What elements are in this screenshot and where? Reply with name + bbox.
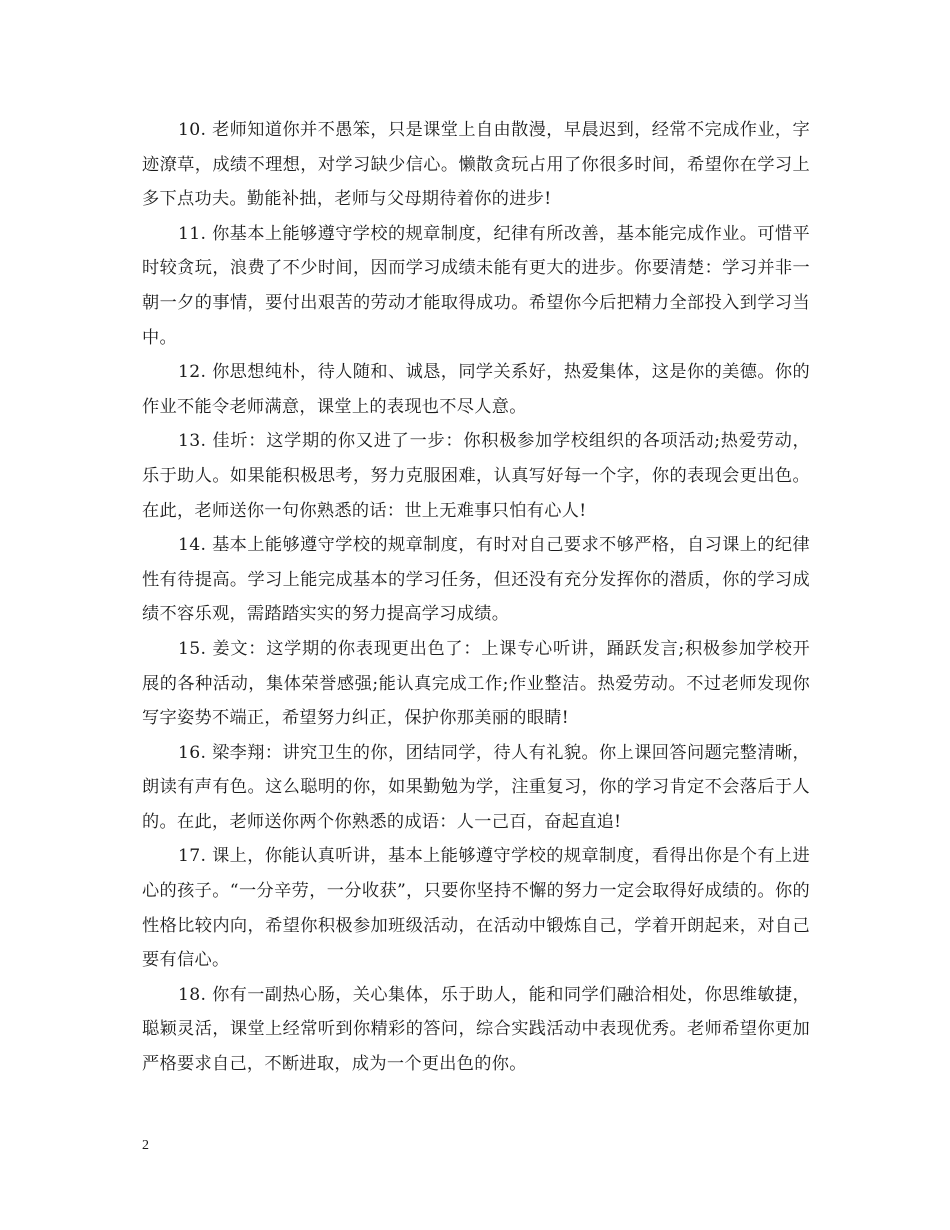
comment-paragraph-13: 13. 佳圻：这学期的你又进了一步：你积极参加学校组织的各项活动;热爱劳动，乐于助人。如果能积极思考，努力克服困难，认真写好每一个字，你的表现会更出色。在此，老师送你一句你熟悉的话：世上无难事只怕有心人! [142, 431, 810, 521]
comment-paragraph-14: 14. 基本上能够遵守学校的规章制度，有时对自己要求不够严格，自习课上的纪律性有待提高。学习上能完成基本的学习任务，但还没有充分发挥你的潜质，你的学习成绩不容乐观，需踏踏实实的努力提高学习成绩。 [142, 535, 810, 625]
comment-paragraph-16: 16. 梁李翔：讲究卫生的你，团结同学，待人有礼貌。你上课回答问题完整清晰，朗读有声有色。这么聪明的你，如果勤勉为学，注重复习，你的学习肯定不会落后于人的。在此，老师送你两个你熟悉的成语：人一己百，奋起直追! [142, 742, 810, 832]
comment-paragraph-11: 11. 你基本上能够遵守学校的规章制度，纪律有所改善，基本能完成作业。可惜平时较贪玩，浪费了不少时间，因而学习成绩未能有更大的进步。你要清楚：学习并非一朝一夕的事情，要付出艰苦的劳动才能取得成功。希望你今后把精力全部投入到学习当中。 [142, 223, 810, 348]
comment-paragraph-18: 18. 你有一副热心肠，关心集体，乐于助人，能和同学们融洽相处，你思维敏捷，聪颖灵活，课堂上经常听到你精彩的答问，综合实践活动中表现优秀。老师希望你更加严格要求自己，不断进取，成为一个更出色的你。 [142, 984, 810, 1075]
page-number: 2 [142, 1138, 149, 1153]
comment-paragraph-10: 10. 老师知道你并不愚笨，只是课堂上自由散漫，早晨迟到，经常不完成作业，字迹潦草，成绩不理想，对学习缺少信心。懒散贪玩占用了你很多时间，希望你在学习上多下点功夫。勤能补拙，老师与父母期待着你的进步! [142, 120, 810, 210]
comment-paragraph-15: 15. 姜文：这学期的你表现更出色了：上课专心听讲，踊跃发言;积极参加学校开展的各种活动，集体荣誉感强;能认真完成工作;作业整洁。热爱劳动。不过老师发现你写字姿势不端正，希望努力纠正，保护你那美丽的眼睛! [142, 638, 810, 729]
comment-paragraph-12: 12. 你思想纯朴，待人随和、诚恳，同学关系好，热爱集体，这是你的美德。你的作业不能令老师满意，课堂上的表现也不尽人意。 [142, 362, 810, 417]
comment-paragraph-17: 17. 课上，你能认真听讲，基本上能够遵守学校的规章制度，看得出你是个有上进心的孩子。“一分辛劳，一分收获”，只要你坚持不懈的努力一定会取得好成绩的。你的性格比较内向，希望你积极参加班级活动，在活动中锻炼自己，学着开朗起来，对自己要有信心。 [142, 846, 810, 971]
document-body [142, 113, 810, 1082]
